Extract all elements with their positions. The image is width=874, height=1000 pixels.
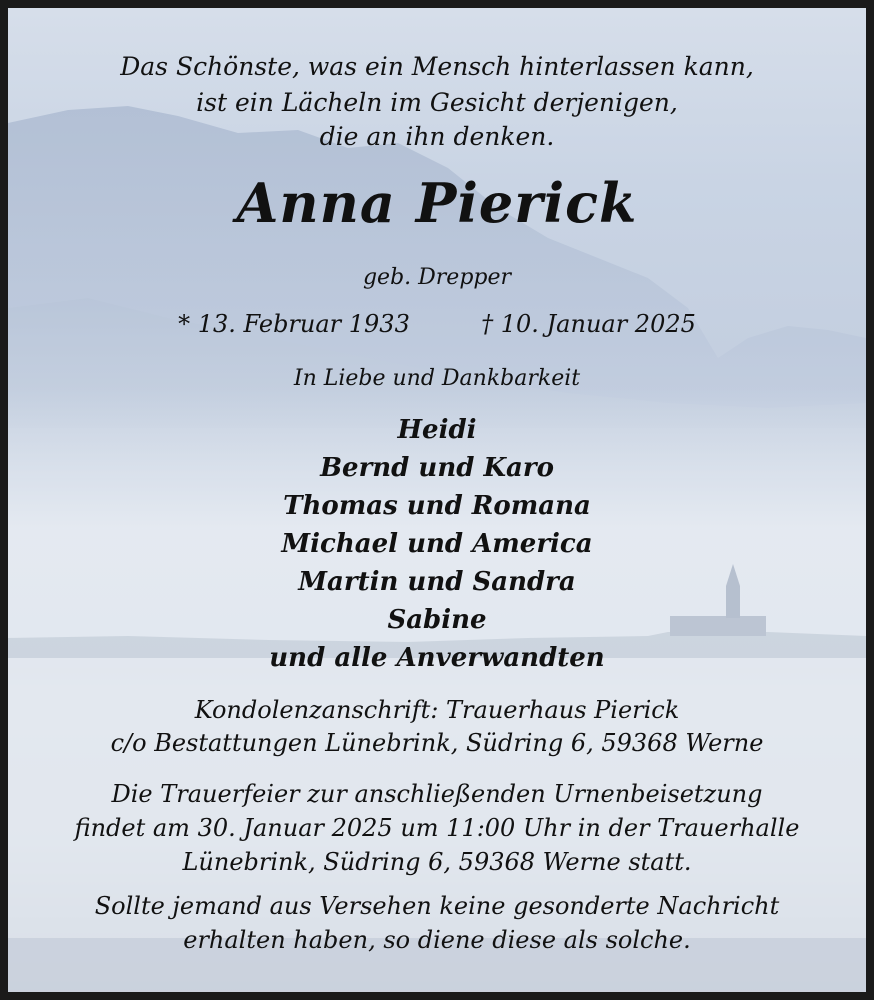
obituary-text — [8, 8, 866, 992]
birth-date: * 13. Februar 1933 — [178, 310, 410, 338]
quote-line-3: die an ihn denken. — [319, 122, 555, 151]
ceremony-line-1: Die Trauerfeier zur anschließenden Urnenbeisetzung — [111, 780, 763, 808]
notice-line-2: erhalten haben, so diene diese als solche. — [183, 926, 691, 954]
maiden-name: geb. Drepper — [362, 265, 512, 290]
ceremony-line-3: Lünebrink, Südring 6, 59368 Werne statt. — [182, 848, 692, 876]
quote-line-1: Das Schönste, was ein Mensch hinterlassen kann, — [120, 52, 754, 81]
death-date: † 10. Januar 2025 — [481, 310, 696, 338]
quote-line-2: ist ein Lächeln im Gesicht derjenigen, — [196, 88, 678, 117]
condolence-line-1: Kondolenzanschrift: Trauerhaus Pierick — [194, 696, 680, 724]
mourner-4: Michael und America — [281, 529, 593, 559]
mourner-2: Bernd und Karo — [320, 453, 554, 483]
mourner-1: Heidi — [397, 415, 477, 445]
life-dates — [8, 310, 866, 338]
mourner-6: Sabine — [387, 605, 487, 635]
mourner-7: und alle Anverwandten — [269, 643, 605, 673]
mourner-5: Martin und Sandra — [298, 567, 576, 597]
mourner-3: Thomas und Romana — [283, 491, 591, 521]
dedication: In Liebe und Dankbarkeit — [293, 366, 581, 391]
condolence-line-2: c/o Bestattungen Lünebrink, Südring 6, 59368 Werne — [110, 729, 764, 757]
ceremony-line-2: findet am 30. Januar 2025 um 11:00 Uhr in der Trauerhalle — [74, 814, 800, 842]
deceased-name: Anna Pierick — [236, 171, 638, 235]
notice-line-1: Sollte jemand aus Versehen keine gesonderte Nachricht — [94, 892, 780, 920]
